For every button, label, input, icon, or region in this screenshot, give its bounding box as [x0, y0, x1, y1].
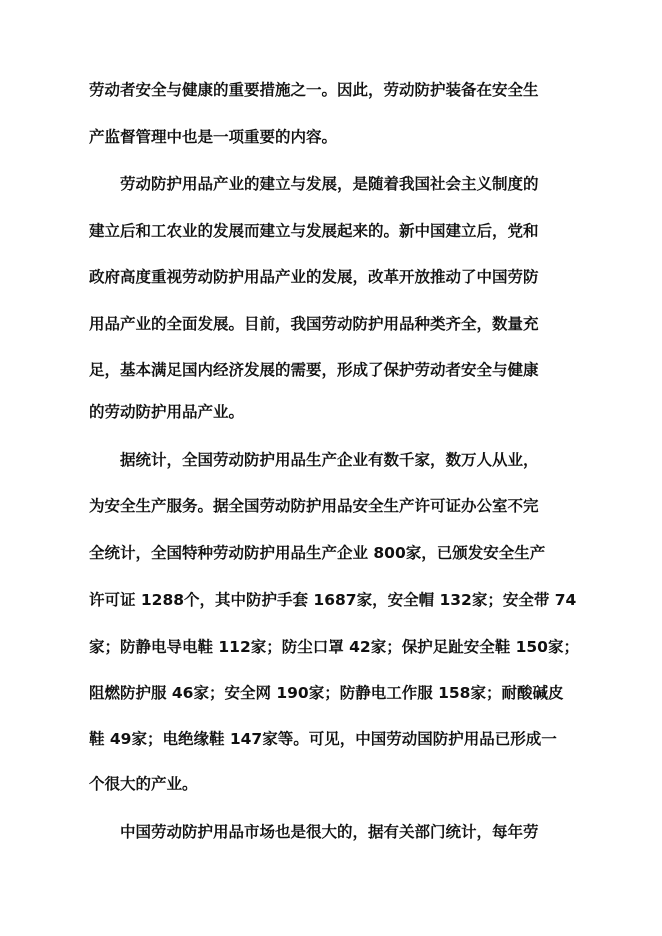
text-line: 劳动者安全与健康的重要措施之一。因此，劳动防护装备在安全生	[89, 81, 539, 99]
text-line: 阻燃防护服 46家；安全网 190家；防静电工作服 158家；耐酸碱皮	[89, 684, 564, 702]
text-line: 足，基本满足国内经济发展的需要，形成了保护劳动者安全与健康	[89, 361, 539, 379]
text-line: 全统计，全国特种劳动防护用品生产企业 800家，已颁发安全生产	[89, 544, 546, 562]
text-line: 鞋 49家；电绝缘鞋 147家等。可见，中国劳动国防护用品已形成一	[89, 730, 557, 748]
text-line: 为安全生产服务。据全国劳动防护用品安全生产许可证办公室不完	[89, 497, 539, 515]
text-line: 用品产业的全面发展。目前，我国劳动防护用品种类齐全，数量充	[89, 315, 539, 333]
paragraph-start-line: 劳动防护用品产业的建立与发展，是随着我国社会主义制度的	[120, 175, 539, 193]
text-line: 的劳动防护用品产业。	[89, 403, 245, 421]
paragraph-start-line: 中国劳动防护用品市场也是很大的，据有关部门统计，每年劳	[120, 823, 539, 841]
text-line: 建立后和工农业的发展而建立与发展起来的。新中国建立后，党和	[89, 222, 539, 240]
text-line: 产监督管理中也是一项重要的内容。	[89, 128, 338, 146]
paragraph-start-line: 据统计，全国劳动防护用品生产企业有数千家，数万人从业，	[120, 451, 539, 469]
text-line: 个很大的产业。	[89, 775, 198, 793]
text-line: 政府高度重视劳动防护用品产业的发展，改革开放推动了中国劳防	[89, 268, 539, 286]
text-line: 家；防静电导电鞋 112家；防尘口罩 42家；保护足趾安全鞋 150家；	[89, 638, 579, 656]
text-line: 许可证 1288个，其中防护手套 1687家，安全帽 132家；安全带 74	[89, 591, 577, 609]
